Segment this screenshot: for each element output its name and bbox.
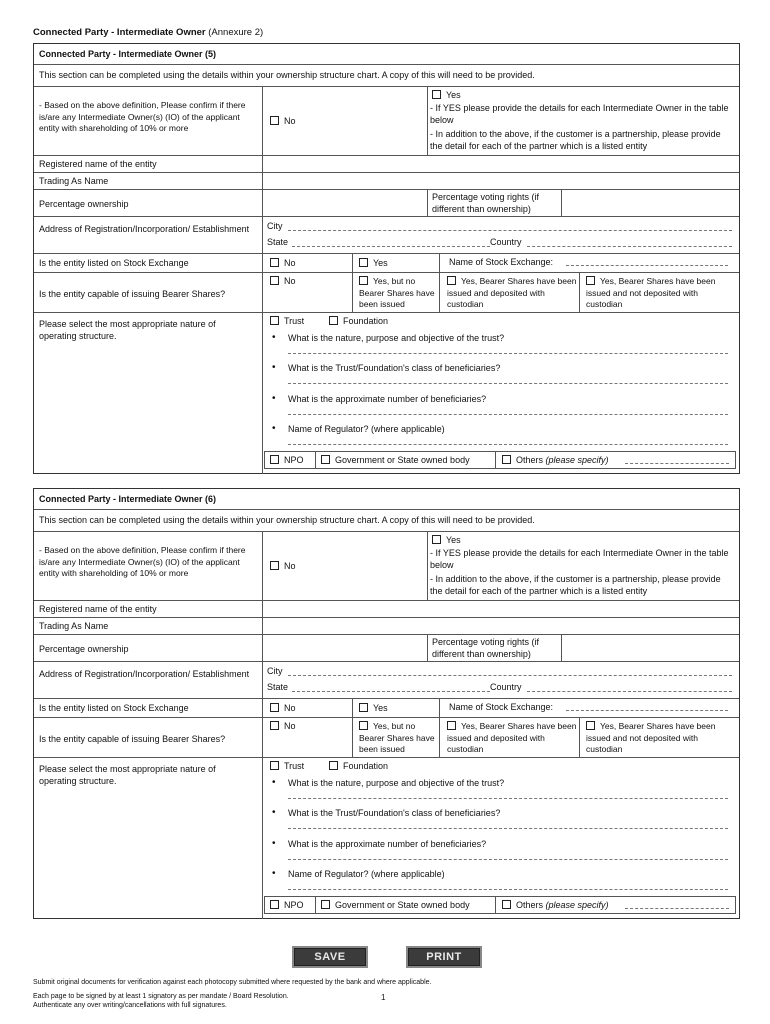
intro-text: This section can be completed using the details within your ownership structure chart. A copy of this will need to be provided. bbox=[39, 70, 535, 80]
class-question: What is the Trust/Foundation's class of beneficiaries? bbox=[288, 363, 501, 373]
io-yes-checkbox[interactable] bbox=[432, 535, 441, 544]
io-question: - Based on the above definition, Please confirm if there is/are any Intermediate Owner(s) (IO) of the applicant entity with shareholding of 10% or more bbox=[39, 100, 246, 133]
footer-note-3: Authenticate any over writing/cancellations with full signatures. bbox=[33, 1002, 227, 1009]
purpose-field[interactable] bbox=[288, 798, 728, 799]
registered-name-label: Registered name of the entity bbox=[39, 604, 157, 614]
page-title-suffix: (Annexure 2) bbox=[205, 27, 264, 38]
page-number: 1 bbox=[381, 993, 386, 1002]
intro-text: This section can be completed using the details within your ownership structure chart. A copy of this will need to be provided. bbox=[39, 515, 535, 525]
purpose-question: What is the nature, purpose and objective of the trust? bbox=[288, 333, 505, 343]
stock-yes-label: Yes bbox=[373, 258, 388, 268]
page-title-main: Connected Party - Intermediate Owner bbox=[33, 27, 206, 38]
others-specify-field[interactable] bbox=[625, 908, 729, 909]
city-field[interactable] bbox=[288, 675, 732, 676]
bearer-opt1-checkbox[interactable] bbox=[359, 721, 368, 730]
bearer-no-label: No bbox=[284, 276, 296, 286]
state-field[interactable] bbox=[292, 246, 490, 247]
bullet-icon: • bbox=[272, 362, 276, 373]
state-field[interactable] bbox=[292, 691, 490, 692]
regulator-field[interactable] bbox=[288, 889, 728, 890]
io-confirm-row bbox=[34, 532, 739, 601]
stock-name-label: Name of Stock Exchange: bbox=[449, 257, 554, 267]
nature-row bbox=[34, 758, 739, 919]
pct-voting-field[interactable] bbox=[565, 637, 735, 659]
stock-no-checkbox[interactable] bbox=[270, 258, 279, 267]
purpose-field[interactable] bbox=[288, 353, 728, 354]
stock-yes-option[interactable] bbox=[359, 258, 388, 269]
stock-yes-checkbox[interactable] bbox=[359, 703, 368, 712]
stock-name-field[interactable] bbox=[566, 265, 728, 266]
state-label: State bbox=[267, 682, 289, 692]
country-label: Country bbox=[490, 682, 522, 692]
class-question: What is the Trust/Foundation's class of beneficiaries? bbox=[288, 808, 501, 818]
stock-no-checkbox[interactable] bbox=[270, 703, 279, 712]
country-label: Country bbox=[490, 237, 522, 247]
others-checkbox[interactable] bbox=[502, 900, 511, 909]
stock-no-option[interactable] bbox=[270, 258, 296, 269]
pct-voting-label: Percentage voting rights (if different than ownership) bbox=[432, 192, 540, 214]
registered-name-label: Registered name of the entity bbox=[39, 159, 157, 169]
io-no-label: No bbox=[284, 116, 296, 126]
stock-yes-label: Yes bbox=[373, 703, 388, 713]
io-confirm-row bbox=[34, 87, 739, 156]
bearer-opt3-checkbox[interactable] bbox=[586, 276, 595, 285]
trust-option[interactable] bbox=[270, 316, 304, 327]
pct-voting-label: Percentage voting rights (if different than ownership) bbox=[432, 637, 540, 659]
city-field[interactable] bbox=[288, 230, 732, 231]
foundation-label: Foundation bbox=[343, 761, 389, 771]
pct-ownership-field[interactable] bbox=[266, 192, 422, 214]
address-row bbox=[34, 662, 739, 699]
address-label: Address of Registration/Incorporation/ Establishment bbox=[39, 669, 250, 679]
regulator-question: Name of Regulator? (where applicable) bbox=[288, 424, 445, 434]
io-no-checkbox[interactable] bbox=[270, 116, 279, 125]
io-no-checkbox[interactable] bbox=[270, 561, 279, 570]
bearer-opt3-label: Yes, Bearer Shares have been issued and not deposited with custodian bbox=[586, 276, 716, 309]
bearer-shares-row bbox=[34, 718, 739, 758]
io-yes-option[interactable] bbox=[432, 535, 461, 546]
foundation-option[interactable] bbox=[329, 316, 388, 327]
bearer-no-option[interactable] bbox=[270, 276, 296, 287]
io-yes-label: Yes bbox=[446, 90, 461, 100]
npo-label: NPO bbox=[284, 455, 304, 465]
print-button[interactable]: PRINT bbox=[406, 946, 482, 968]
nature-row bbox=[34, 313, 739, 474]
intermediate-owner-section-5 bbox=[33, 43, 740, 474]
bearer-opt2-checkbox[interactable] bbox=[447, 276, 456, 285]
page-title bbox=[33, 27, 263, 38]
bearer-no-option[interactable] bbox=[270, 721, 296, 732]
registered-name-row bbox=[34, 601, 739, 618]
bearer-no-checkbox[interactable] bbox=[270, 276, 279, 285]
bullet-icon: • bbox=[272, 393, 276, 404]
section-header-row bbox=[34, 44, 739, 65]
bearer-no-checkbox[interactable] bbox=[270, 721, 279, 730]
trading-as-row bbox=[34, 173, 739, 190]
bearer-opt1-label: Yes, but no Bearer Shares have been issued bbox=[359, 721, 435, 754]
intro-row bbox=[34, 510, 739, 532]
trading-as-row bbox=[34, 618, 739, 635]
trust-label: Trust bbox=[284, 316, 305, 326]
trading-as-field[interactable] bbox=[266, 619, 734, 633]
npo-option[interactable] bbox=[270, 900, 304, 911]
io-question: - Based on the above definition, Please confirm if there is/are any Intermediate Owner(s) (IO) of the applicant entity with shareholding of 10% or more bbox=[39, 545, 246, 578]
stock-question: Is the entity listed on Stock Exchange bbox=[39, 258, 189, 268]
intro-row bbox=[34, 65, 739, 87]
bearer-opt3-checkbox[interactable] bbox=[586, 721, 595, 730]
io-yes-label: Yes bbox=[446, 535, 461, 545]
bearer-opt2-label: Yes, Bearer Shares have been issued and deposited with custodian bbox=[447, 276, 577, 309]
bearer-opt1-checkbox[interactable] bbox=[359, 276, 368, 285]
bearer-question: Is the entity capable of issuing Bearer Shares? bbox=[39, 289, 226, 299]
address-label: Address of Registration/Incorporation/ Establishment bbox=[39, 224, 250, 234]
bullet-icon: • bbox=[272, 777, 276, 788]
footer-note-2: Each page to be signed by at least 1 signatory as per mandate / Board Resolution. bbox=[33, 993, 289, 1000]
io-no-option[interactable] bbox=[270, 116, 296, 127]
stock-exchange-row bbox=[34, 699, 739, 718]
class-field[interactable] bbox=[288, 828, 728, 829]
intermediate-owner-section-6 bbox=[33, 488, 740, 919]
class-field[interactable] bbox=[288, 383, 728, 384]
registered-name-row bbox=[34, 156, 739, 173]
govt-checkbox[interactable] bbox=[321, 900, 330, 909]
number-field[interactable] bbox=[288, 859, 728, 860]
other-structure-box bbox=[264, 896, 736, 914]
trust-label: Trust bbox=[284, 761, 305, 771]
stock-no-option[interactable] bbox=[270, 703, 296, 714]
percentage-row bbox=[34, 190, 739, 217]
nature-question: Please select the most appropriate nature of operating structure. bbox=[39, 319, 216, 341]
others-specify-label: (please specify) bbox=[545, 900, 609, 910]
city-label: City bbox=[267, 221, 283, 231]
regulator-field[interactable] bbox=[288, 444, 728, 445]
trading-as-field[interactable] bbox=[266, 174, 734, 188]
footer-note-1: Submit original documents for verification against each photocopy submitted where requested by the bank and where applicable. bbox=[33, 979, 432, 986]
others-option[interactable] bbox=[502, 455, 609, 466]
others-option[interactable] bbox=[502, 900, 609, 911]
other-structure-box bbox=[264, 451, 736, 469]
trust-checkbox[interactable] bbox=[270, 761, 279, 770]
io-yes-option[interactable] bbox=[432, 90, 461, 101]
bullet-icon: • bbox=[272, 838, 276, 849]
bullet-icon: • bbox=[272, 807, 276, 818]
govt-label: Government or State owned body bbox=[335, 455, 470, 465]
pct-voting-field[interactable] bbox=[565, 192, 735, 214]
npo-label: NPO bbox=[284, 900, 304, 910]
govt-option[interactable] bbox=[321, 900, 470, 911]
number-question: What is the approximate number of beneficiaries? bbox=[288, 394, 487, 404]
bearer-opt2-label: Yes, Bearer Shares have been issued and deposited with custodian bbox=[447, 721, 577, 754]
stock-question: Is the entity listed on Stock Exchange bbox=[39, 703, 189, 713]
bullet-icon: • bbox=[272, 332, 276, 343]
bearer-opt3-label: Yes, Bearer Shares have been issued and not deposited with custodian bbox=[586, 721, 716, 754]
bearer-option-2[interactable] bbox=[447, 276, 577, 311]
pct-ownership-label: Percentage ownership bbox=[39, 199, 129, 209]
pct-ownership-label: Percentage ownership bbox=[39, 644, 129, 654]
govt-checkbox[interactable] bbox=[321, 455, 330, 464]
bullet-icon: • bbox=[272, 868, 276, 879]
trust-checkbox[interactable] bbox=[270, 316, 279, 325]
yes-note-2: - In addition to the above, if the customer is a partnership, please provide the detail for each of the partner which is a listed entity bbox=[430, 129, 721, 151]
address-row bbox=[34, 217, 739, 254]
nature-question: Please select the most appropriate nature of operating structure. bbox=[39, 764, 216, 786]
bearer-option-3[interactable] bbox=[586, 721, 736, 756]
stock-yes-option[interactable] bbox=[359, 703, 388, 714]
stock-yes-checkbox[interactable] bbox=[359, 258, 368, 267]
number-question: What is the approximate number of beneficiaries? bbox=[288, 839, 487, 849]
registered-name-field[interactable] bbox=[266, 602, 734, 616]
bearer-question: Is the entity capable of issuing Bearer Shares? bbox=[39, 734, 226, 744]
bearer-opt2-checkbox[interactable] bbox=[447, 721, 456, 730]
number-field[interactable] bbox=[288, 414, 728, 415]
trading-as-label: Trading As Name bbox=[39, 176, 109, 186]
others-specify-field[interactable] bbox=[625, 463, 729, 464]
save-button[interactable]: SAVE bbox=[292, 946, 368, 968]
npo-checkbox[interactable] bbox=[270, 900, 279, 909]
others-label: Others bbox=[516, 900, 544, 910]
io-no-label: No bbox=[284, 561, 296, 571]
bearer-option-3[interactable] bbox=[586, 276, 736, 311]
others-checkbox[interactable] bbox=[502, 455, 511, 464]
govt-label: Government or State owned body bbox=[335, 900, 470, 910]
section-header: Connected Party - Intermediate Owner (5) bbox=[39, 49, 217, 59]
npo-option[interactable] bbox=[270, 455, 304, 466]
foundation-checkbox[interactable] bbox=[329, 761, 338, 770]
pct-ownership-field[interactable] bbox=[266, 637, 422, 659]
city-label: City bbox=[267, 666, 283, 676]
state-label: State bbox=[267, 237, 289, 247]
country-field[interactable] bbox=[527, 691, 732, 692]
io-no-option[interactable] bbox=[270, 561, 296, 572]
stock-name-field[interactable] bbox=[566, 710, 728, 711]
section-header-row bbox=[34, 489, 739, 510]
bearer-shares-row bbox=[34, 273, 739, 313]
bearer-option-2[interactable] bbox=[447, 721, 577, 756]
bearer-opt1-label: Yes, but no Bearer Shares have been issued bbox=[359, 276, 435, 309]
trading-as-label: Trading As Name bbox=[39, 621, 109, 631]
foundation-label: Foundation bbox=[343, 316, 389, 326]
io-yes-checkbox[interactable] bbox=[432, 90, 441, 99]
foundation-option[interactable] bbox=[329, 761, 388, 772]
yes-note-1: - If YES please provide the details for each Intermediate Owner in the table below bbox=[430, 103, 729, 125]
yes-note-2: - In addition to the above, if the customer is a partnership, please provide the detail for each of the partner which is a listed entity bbox=[430, 574, 721, 596]
percentage-row bbox=[34, 635, 739, 662]
country-field[interactable] bbox=[527, 246, 732, 247]
stock-exchange-row bbox=[34, 254, 739, 273]
registered-name-field[interactable] bbox=[266, 157, 734, 171]
others-specify-label: (please specify) bbox=[545, 455, 609, 465]
bearer-option-1[interactable] bbox=[359, 276, 437, 311]
npo-checkbox[interactable] bbox=[270, 455, 279, 464]
others-label: Others bbox=[516, 455, 544, 465]
govt-option[interactable] bbox=[321, 455, 470, 466]
bearer-option-1[interactable] bbox=[359, 721, 437, 756]
trust-option[interactable] bbox=[270, 761, 304, 772]
stock-no-label: No bbox=[284, 258, 296, 268]
foundation-checkbox[interactable] bbox=[329, 316, 338, 325]
section-header: Connected Party - Intermediate Owner (6) bbox=[39, 494, 217, 504]
stock-no-label: No bbox=[284, 703, 296, 713]
purpose-question: What is the nature, purpose and objective of the trust? bbox=[288, 778, 505, 788]
regulator-question: Name of Regulator? (where applicable) bbox=[288, 869, 445, 879]
yes-note-1: - If YES please provide the details for each Intermediate Owner in the table below bbox=[430, 548, 729, 570]
bearer-no-label: No bbox=[284, 721, 296, 731]
stock-name-label: Name of Stock Exchange: bbox=[449, 702, 554, 712]
bullet-icon: • bbox=[272, 423, 276, 434]
